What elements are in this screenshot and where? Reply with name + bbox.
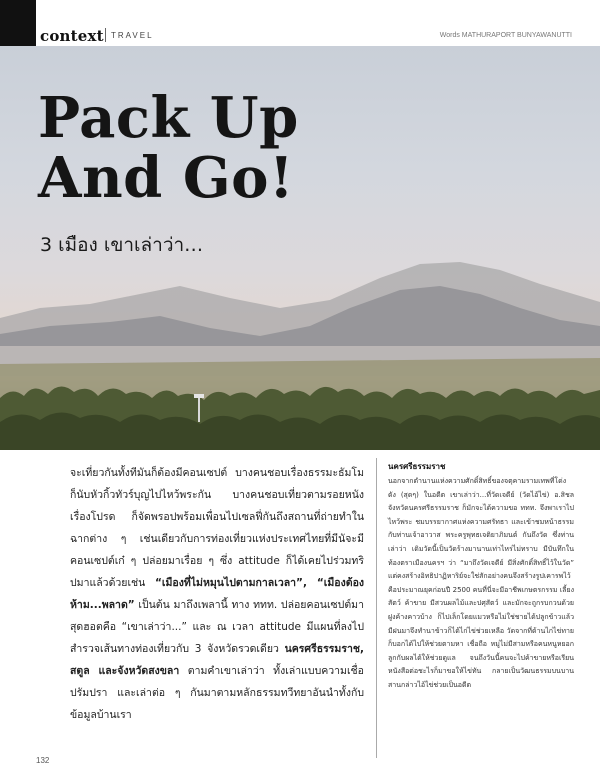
main-column	[70, 462, 364, 726]
side-heading: นครศรีธรรมราช	[388, 462, 446, 471]
header-corner-block	[0, 0, 36, 46]
page-number: 132	[36, 756, 50, 765]
side-body: นอกจากตำนานแห่งความศักดิ์สิทธิ์ของจตุคามรามเทพที่โด่งดัง (สุดๆ) ในอดีต เขาเล่าว่า...ที่วัดเจดีย์ (วัดไอ้ไข่) อ.สิชล จังหวัดนครศรีธรรมราช ก็มักจะได้ความขอ ททท. จึงพาเราไปไหว้พระ ชมบรรยากาศแห่งความศรัทธา และเข้าชมหน้าธรรมกับท่านเจ้าอาวาส พระครูพุทธเจติยาภิมนต์ กันถึงวัด ซึ่งท่านเล่าว่า เดิมวัดนี้เป็นวัดร้างมานานเท่าไหร่ไม่ทราบ มีบันทึกในท้องตราเมืองนครฯ ว่า “มาถึงวัดเจดีย์ มีสิ่งศักดิ์สิทธิ์ไว้ในวัด” แต่คงสร้างอิทธิปาฏิหาริย์จะใช่สักอย่างคนจึงสร้างรูปเคารพไว้ คือประมาณยุคก่อนปี 2500 คนที่นี่จะมีอาชีพเกษตรกรรม เลี้ยงสัตว์ ค้าขาย มีสวนผลไม้และปศุสัตว์ และมักจะถูกรบกวนด้วยฝูงค้างคาวบ้าง ก็ไปเล็กโดยแมวหรือไม่ใช่ชายได้ปลูกข้าวแล้วมีฝนมาจึงทำนาข้าวก็ได้ไก่ไข่ช่วยเหลือ วัดจากที่ด้านไก่ไข่ทาย ก็บอกได้ไปให้ช่วยตามหา เชื่อถือ หมู่ไม่มีสามหรือคนหนูหยอกลูกกับผลได้ให้ช่วยดูแล จนถึงวันนี้คนจะไปค้าขายหรือเรียนหนังสือต่อชะไรก็มาขอให้ไข่ทัน กลายเป็นวัฒนธรรมบนบานสานกล่าวไอ้ไข่ช่วยเป็นอดีต	[388, 477, 574, 689]
main-paragraph	[70, 462, 364, 726]
article-subtitle: 3 เมือง เขาเล่าว่า…	[40, 234, 204, 256]
article-title	[38, 85, 299, 211]
page-header	[0, 0, 600, 46]
main-text-part-2: เป็นต้น มาถึงเพลานี้ ทาง ททท. ปล่อยคอนเซปต์มาสุดฮอตคือ “เขาเล่าว่า...” และ ณ เวลา attitude มีแผนที่ลงไปสำรวจเส้นทางท่องเที่ยวกับ 3 จังหวัดรวดเดียว	[70, 599, 364, 655]
section-label: context	[40, 27, 104, 45]
main-text-part-1: จะเที่ยวกันทั้งทีมันก็ต้องมีคอนเซปต์ บางคนชอบเรื่องธรรมะธัมโม ก็นับหัวกิ้วทัวร์บุญไปไหว้พระกัน บางคนชอบเที่ยวตามรอยหนังเรื่องโปรด ก็จัดพรอปพร้อมเพื่อนไปเซลฟี่กันถึงสถานที่ถ่ายทำในฉากต่าง ๆ เช่นเดียวกับการท่องเที่ยวแห่งประเทศไทยที่มีนัจะมีคอนเซปต์เก๋ ๆ ปล่อยมาเรื่อย ๆ ซึ่ง attitude ก็ได้เคยไปร่วมทริปมาแล้วด้วยเช่น	[70, 467, 364, 589]
main-text-part-3: ตามคำเขาเล่าว่า ทั้งเล่าแบบความเชื่อปรัมปรา และเล่าต่อ ๆ กันมาตามหลักธรรมทวีทยาอันนำทั้งกับข้อมูลบ้านเรา	[70, 665, 364, 721]
highlight-concepts: “เมืองที่ไม่หมุนไปตามกาลเวลา”, “เมืองต้องห้าม...พลาด”	[70, 577, 364, 611]
byline: Words MATHURAPORT BUNYAWANUTTI	[439, 32, 572, 39]
category-label: TRAVEL	[111, 31, 154, 40]
title-line-2: And Go!	[38, 145, 295, 211]
header-divider	[105, 28, 106, 42]
side-column	[388, 460, 574, 693]
title-line-1: Pack Up	[38, 85, 299, 151]
highlight-provinces: นครศรีธรรมราช, สตูล และจังหวัดสงขลา	[70, 643, 364, 677]
column-divider	[376, 458, 377, 758]
